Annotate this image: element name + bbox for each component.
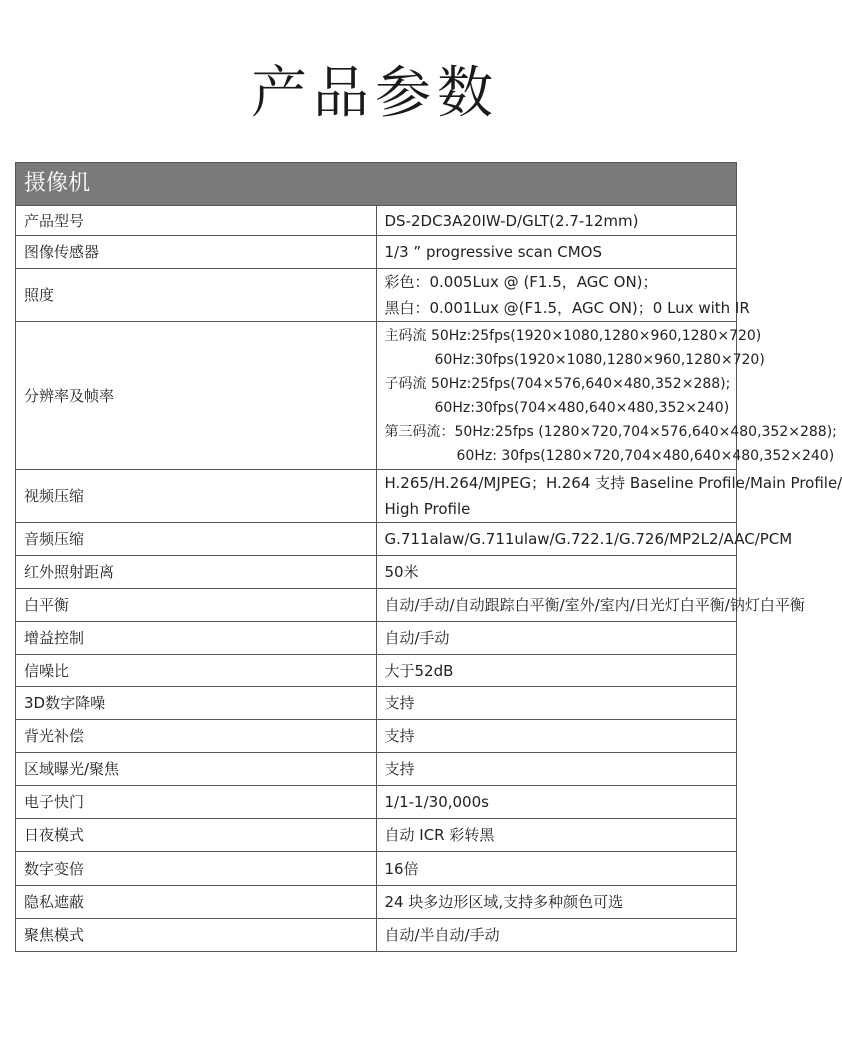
spec-label: 3D数字降噪 bbox=[16, 687, 377, 720]
table-row bbox=[16, 322, 737, 470]
table-row bbox=[16, 269, 737, 322]
table-row bbox=[16, 919, 737, 952]
table-row bbox=[16, 852, 737, 886]
spec-value bbox=[376, 687, 737, 720]
spec-value-line: 支持 bbox=[384, 727, 415, 745]
table-row bbox=[16, 819, 737, 852]
section-header-row bbox=[16, 163, 737, 206]
spec-value bbox=[376, 622, 737, 655]
spec-label: 视频压缩 bbox=[16, 470, 377, 523]
spec-value bbox=[376, 886, 737, 919]
table-row bbox=[16, 556, 737, 589]
spec-label: 背光补偿 bbox=[16, 720, 377, 753]
spec-value-line: 彩色：0.005Lux @ (F1.5，AGC ON)； bbox=[384, 273, 658, 291]
page-title: 产品参数 bbox=[251, 61, 499, 126]
spec-value bbox=[376, 589, 805, 622]
table-row bbox=[16, 236, 737, 269]
table-row bbox=[16, 687, 737, 720]
spec-value-line: 自动/手动 bbox=[384, 629, 450, 647]
spec-label: 图像传感器 bbox=[16, 236, 377, 269]
spec-value-line: 60Hz: 30fps(1280×720,704×480,640×480,352×240) bbox=[456, 447, 835, 464]
spec-label: 区域曝光/聚焦 bbox=[16, 753, 377, 786]
spec-label: 电子快门 bbox=[16, 786, 377, 819]
spec-label: 红外照射距离 bbox=[16, 556, 377, 589]
table-row bbox=[16, 655, 737, 687]
table-row bbox=[16, 589, 737, 622]
spec-value bbox=[376, 236, 737, 269]
spec-value bbox=[376, 819, 737, 852]
spec-value-line: 16倍 bbox=[384, 859, 419, 878]
spec-label: 白平衡 bbox=[16, 589, 377, 622]
spec-value-line: 第三码流：50Hz:25fps (1280×720,704×576,640×480,352×288); bbox=[384, 423, 837, 440]
spec-value-line: 1/1-1/30,000s bbox=[384, 793, 489, 811]
table-row bbox=[16, 622, 737, 655]
spec-value bbox=[376, 919, 737, 952]
spec-value-line: 自动/半自动/手动 bbox=[384, 926, 500, 944]
spec-value-line: 自动 ICR 彩转黑 bbox=[384, 826, 495, 844]
spec-value bbox=[376, 655, 737, 687]
spec-value bbox=[376, 523, 793, 556]
spec-value-line: 支持 bbox=[384, 694, 415, 712]
spec-value-line: 主码流 50Hz:25fps(1920×1080,1280×960,1280×720) bbox=[384, 327, 762, 344]
spec-value-line: 支持 bbox=[384, 760, 415, 778]
spec-value bbox=[376, 786, 737, 819]
spec-value-line: 24 块多边形区域,支持多种颜色可选 bbox=[384, 893, 624, 911]
spec-value-line: DS-2DC3A20IW-D/GLT(2.7-12mm) bbox=[384, 211, 639, 230]
spec-value bbox=[376, 470, 842, 523]
spec-value-line: 大于52dB bbox=[384, 661, 454, 680]
spec-value-line: 50米 bbox=[384, 563, 419, 581]
spec-value bbox=[376, 753, 737, 786]
table-row bbox=[16, 206, 737, 236]
spec-value-line: 黑白：0.001Lux @(F1.5，AGC ON)；0 Lux with IR bbox=[384, 299, 750, 317]
spec-label: 信噪比 bbox=[16, 655, 377, 687]
spec-value-line: G.711alaw/G.711ulaw/G.722.1/G.726/MP2L2/AAC/PCM bbox=[384, 530, 793, 548]
spec-value-line: 子码流 50Hz:25fps(704×576,640×480,352×288); bbox=[384, 375, 731, 392]
table-row bbox=[16, 720, 737, 753]
spec-label: 照度 bbox=[16, 269, 377, 322]
spec-label: 音频压缩 bbox=[16, 523, 377, 556]
spec-value bbox=[376, 720, 737, 753]
table-row bbox=[16, 523, 737, 556]
spec-value bbox=[376, 269, 750, 322]
spec-value-line: 自动/手动/自动跟踪白平衡/室外/室内/日光灯白平衡/钠灯白平衡 bbox=[384, 596, 805, 614]
spec-label: 数字变倍 bbox=[16, 852, 377, 886]
spec-label: 聚焦模式 bbox=[16, 919, 377, 952]
spec-value bbox=[376, 852, 737, 886]
spec-label: 隐私遮蔽 bbox=[16, 886, 377, 919]
spec-label: 产品型号 bbox=[16, 206, 377, 236]
spec-value-line: 1/3 ” progressive scan CMOS bbox=[384, 243, 603, 261]
table-row bbox=[16, 786, 737, 819]
spec-value-line: 60Hz:30fps(1920×1080,1280×960,1280×720) bbox=[434, 351, 765, 368]
table-row bbox=[16, 753, 737, 786]
table-row bbox=[16, 470, 737, 523]
spec-value bbox=[376, 322, 837, 470]
spec-label: 分辨率及帧率 bbox=[16, 322, 377, 470]
spec-value-line: H.265/H.264/MJPEG；H.264 支持 Baseline Profile/Main Profile/ bbox=[384, 474, 842, 492]
spec-label: 日夜模式 bbox=[16, 819, 377, 852]
spec-label: 增益控制 bbox=[16, 622, 377, 655]
spec-table bbox=[15, 162, 842, 952]
spec-value bbox=[376, 206, 737, 236]
spec-value-line: 60Hz:30fps(704×480,640×480,352×240) bbox=[434, 399, 730, 416]
spec-value-line: High Profile bbox=[384, 500, 471, 518]
spec-value bbox=[376, 556, 737, 589]
section-title: 摄像机 bbox=[16, 163, 737, 206]
table-row bbox=[16, 886, 737, 919]
